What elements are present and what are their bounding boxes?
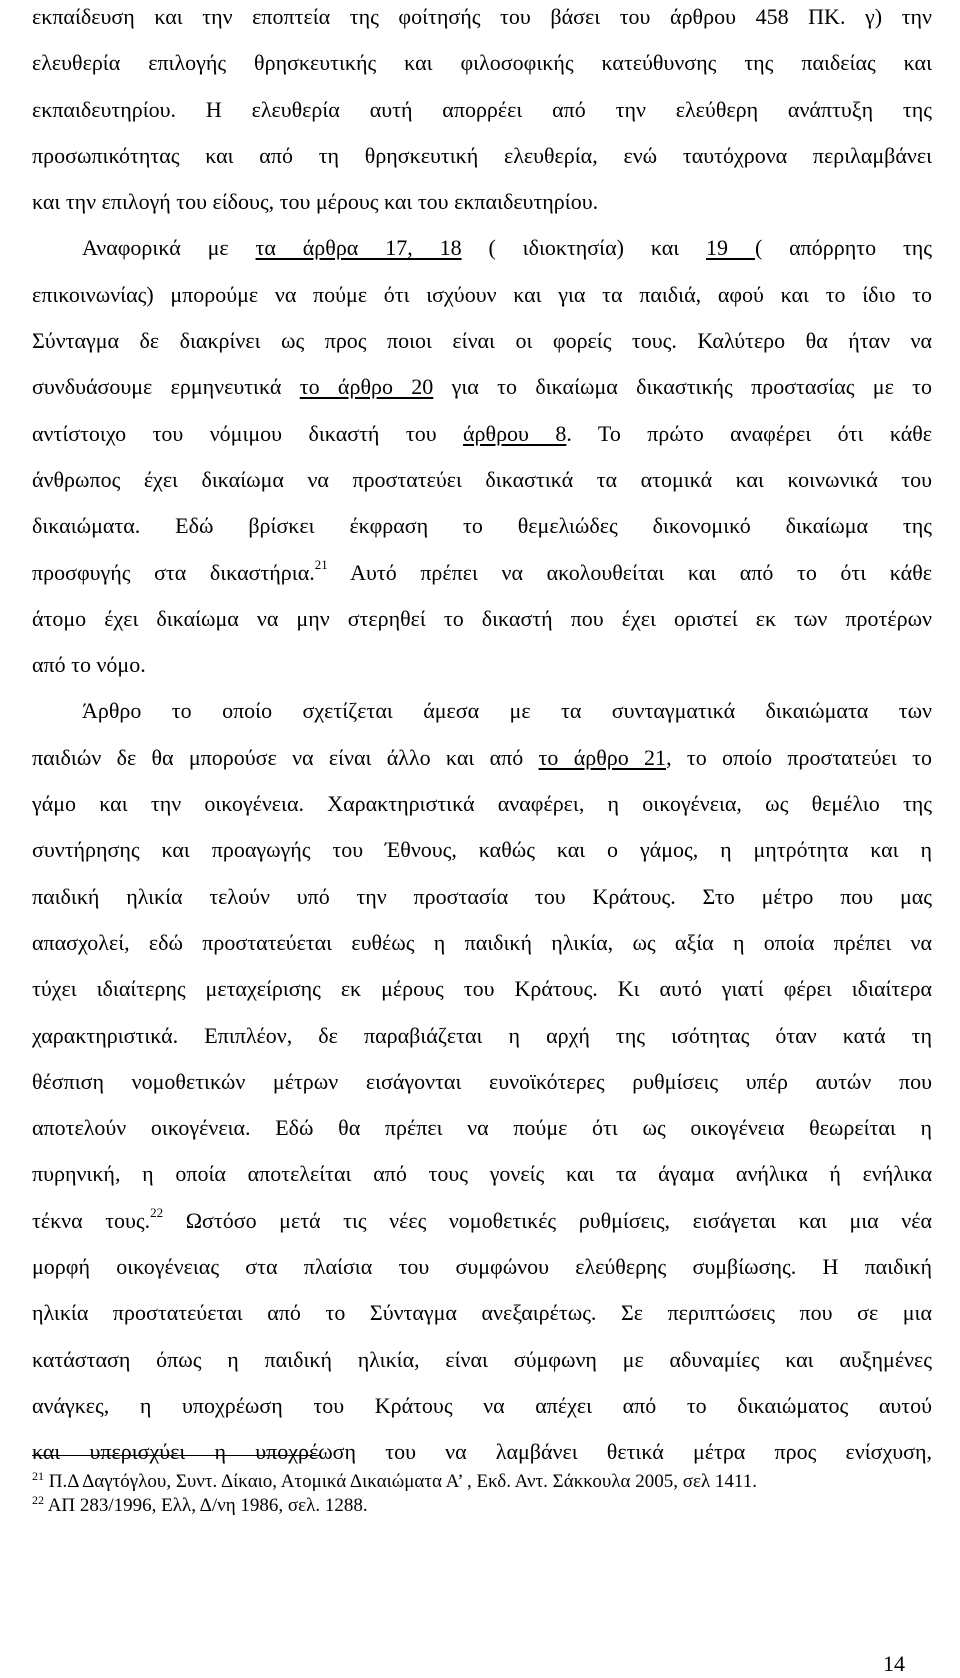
article-reference: τα άρθρα 17, 18 (255, 235, 462, 261)
text-line: άτομο έχει δικαίωμα να μην στερηθεί το δικαστή που έχει οριστεί εκ των προτέρων (32, 605, 932, 631)
footnote-text: ΑΠ 283/1996, Ελλ, Δ/νη 1986, σελ. 1288. (47, 1495, 368, 1516)
text-line: τέκνα τους.$^{22}$ Ωστόσο μετά τις νέες νομοθετικές ρυθμίσεις, εισάγεται και μια νέα (32, 1205, 932, 1233)
text-line: ηλικία προστατεύεται από το Σύνταγμα ανεξαιρέτως. Σε περιπτώσεις που σε μια (32, 1300, 932, 1326)
text-line: επικοινωνίας) μπορούμε να πούμε ότι ισχύουν και για τα παιδιά, αφού και το ίδιο το (32, 281, 932, 307)
text-line: ανάγκες, η υποχρέωση του Κράτους να απέχει από το δικαιώματος αυτού (32, 1392, 932, 1418)
text-line: και την επιλογή του είδους, του μέρους και του εκπαιδευτηρίου. (32, 189, 599, 215)
text-line: εκπαιδευτηρίου. Η ελευθερία αυτή απορρέει από την ελεύθερη ανάπτυξη της (32, 96, 932, 122)
text-line: παιδιών δε θα μπορούσε να είναι άλλο και από το άρθρο 21, το οποίο προστατεύει το (32, 744, 932, 770)
article-reference: το άρθρο 20 (299, 374, 434, 400)
footnote-number: 22 (32, 1492, 44, 1507)
article-reference: το άρθρο 21 (538, 744, 667, 770)
text-line: και υπερισχύει η υποχρέωση του να λαμβάνει θετικά μέτρα προς ενίσχυση, (32, 1439, 932, 1465)
footnote-separator (32, 1455, 320, 1456)
article-reference: 19 (706, 235, 755, 261)
text-line: απασχολεί, εδώ προστατεύεται ευθέως η παιδική ηλικία, ως αξία η οποία πρέπει να (32, 929, 932, 955)
text-line: άνθρωπος έχει δικαίωμα να προστατεύει δικαστικά τα ατομικά και κοινωνικά του (32, 466, 932, 492)
text-line: κατάσταση όπως η παιδική ηλικία, είναι σύμφωνη με αδυναμίες και αυξημένες (32, 1346, 932, 1372)
text-line: δικαιώματα. Εδώ βρίσκει έκφραση το θεμελιώδες δικονομικό δικαίωμα της (32, 513, 932, 539)
text-line: χαρακτηριστικά. Επιπλέον, δε παραβιάζεται η αρχή της ισότητας όταν κατά τη (32, 1022, 932, 1048)
article-reference: άρθρου 8 (463, 420, 567, 446)
text-line: προσφυγής στα δικαστήρια.$^{21}$ Αυτό πρέπει να ακολουθείται και από το ότι κάθε (32, 557, 932, 585)
footnote-number: 21 (32, 1468, 44, 1483)
text-line: παιδική ηλικία τελούν υπό την προστασία του Κράτους. Στο μέτρο που μας (32, 883, 932, 909)
text-line: αποτελούν οικογένεια. Εδώ θα πρέπει να πούμε ότι ως οικογένεια θεωρείται η (32, 1115, 932, 1141)
text-line: συνδυάσουμε ερμηνευτικά το άρθρο 20 για το δικαίωμα δικαστικής προστασίας με το (32, 374, 933, 400)
text-line: πυρηνική, η οποία αποτελείται από τους γονείς και τα άγαμα ανήλικα ή ενήλικα (32, 1161, 932, 1187)
text-line: προσωπικότητας και από τη θρησκευτική ελευθερία, ενώ ταυτόχρονα περιλαμβάνει (32, 142, 932, 168)
footnote-marker: 22 (150, 1205, 164, 1221)
text-line: ελευθερία επιλογής θρησκευτικής και φιλοσοφικής κατεύθυνσης της παιδείας και (32, 50, 932, 76)
text-line: γάμο και την οικογένεια. Χαρακτηριστικά αναφέρει, η οικογένεια, ως θεμέλιο της (32, 791, 932, 817)
text-line: τύχει ιδιαίτερης μεταχείρισης εκ μέρους του Κράτους. Κι αυτό γιατί φέρει ιδιαίτερα (32, 976, 932, 1002)
text-line: θέσπιση νομοθετικών μέτρων εισάγονται ευνοϊκότερες ρυθμίσεις υπέρ αυτών που (32, 1068, 932, 1094)
footnote-text: Π.Δ Δαγτόγλου, Συντ. Δίκαιο, Ατομικά Δικαιώματα Α’ , Εκδ. Αντ. Σάκκουλα 2005, σελ 1411. (48, 1471, 757, 1492)
text-line: συντήρησης και προαγωγής του Έθνους, καθώς και ο γάμος, η μητρότητα και η (32, 837, 932, 863)
text-line: από το νόμο. (32, 652, 146, 678)
text-line: Σύνταγμα δε διακρίνει ως προς ποιοι είναι οι φορείς τους. Καλύτερο θα ήταν να (32, 328, 932, 354)
text-line: εκπαίδευση και την εποπτεία της φοίτησής του βάσει του άρθρου 458 ΠΚ. γ) την (32, 4, 932, 29)
footnote (32, 1470, 932, 1493)
page-number: 14 (883, 1651, 905, 1676)
footnote-marker: 21 (314, 557, 328, 573)
footnote (32, 1494, 932, 1517)
text-line: Άρθρο το οποίο σχετίζεται άμεσα με τα συνταγματικά δικαιώματα των (82, 698, 932, 724)
text-line: Αναφορικά με τα άρθρα 17, 18 ( ιδιοκτησία) και 19 ( απόρρητο της (82, 235, 933, 261)
body-text (32, 0, 932, 1476)
text-line: μορφή οικογένειας στα πλαίσια του συμφώνου ελεύθερης συμβίωσης. Η παιδική (32, 1254, 932, 1280)
text-line: αντίστοιχο του νόμιμου δικαστή του άρθρου 8. Το πρώτο αναφέρει ότι κάθε (32, 420, 933, 446)
